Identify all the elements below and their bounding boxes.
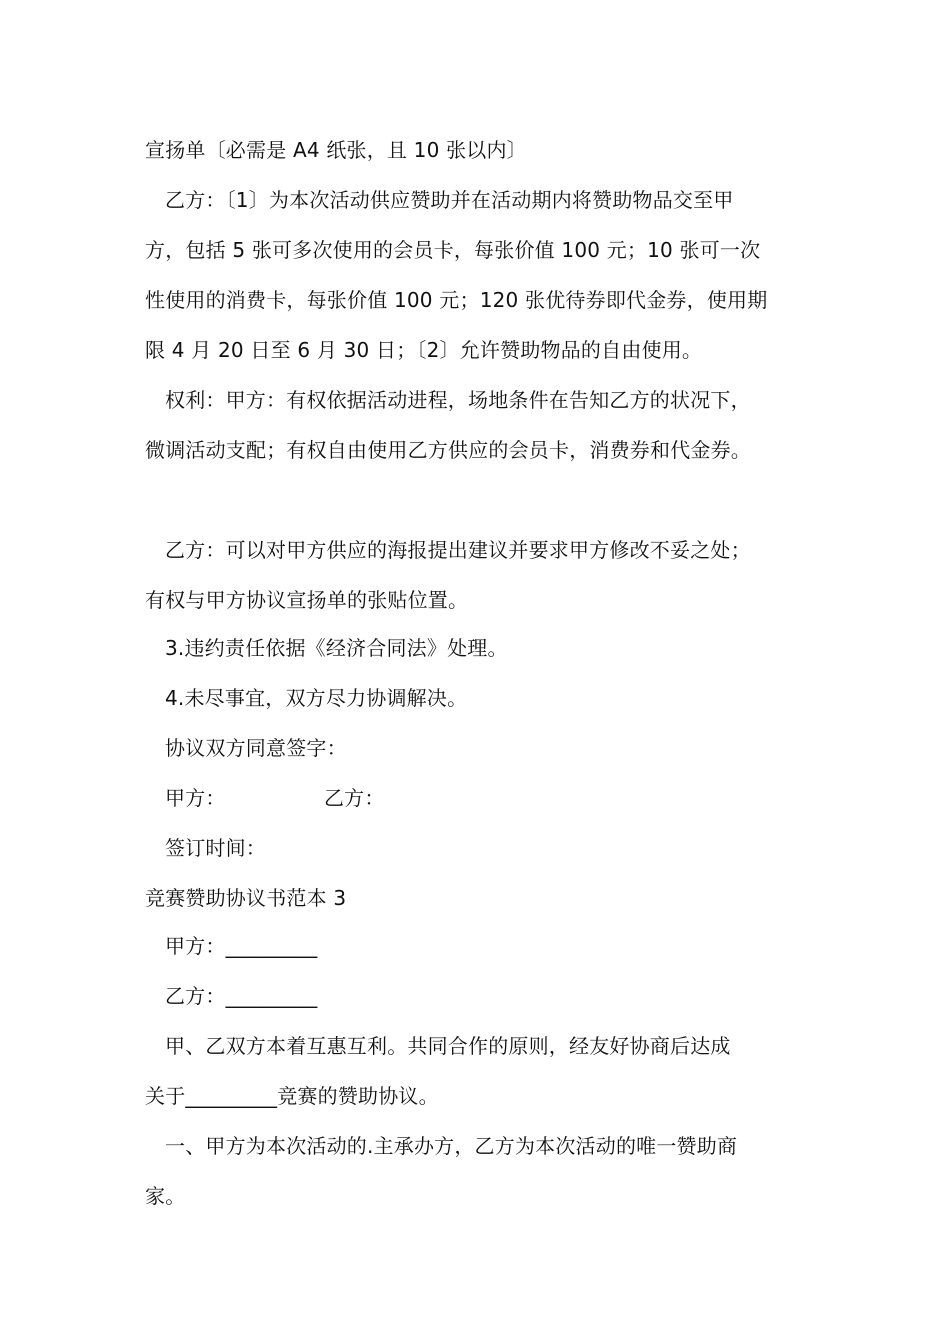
text-line: 微调活动支配；有权自由使用乙方供应的会员卡，消费券和代金券。 bbox=[145, 438, 751, 462]
signature-line: 甲方： 乙方： bbox=[165, 786, 385, 810]
text-line: 4.未尽事宜，双方尽力协调解决。 bbox=[165, 686, 468, 710]
text-line: 性使用的消费卡，每张价值 100 元；120 张优待券即代金券，使用期 bbox=[145, 288, 768, 312]
text-line: 协议双方同意签字： bbox=[165, 736, 347, 760]
text-line: 方，包括 5 张可多次使用的会员卡，每张价值 100 元；10 张可一次 bbox=[145, 238, 761, 262]
text-line: 一、甲方为本次活动的.主承办方，乙方为本次活动的唯一赞助商 bbox=[165, 1134, 738, 1158]
text-line: 权利：甲方：有权依据活动进程，场地条件在告知乙方的状况下， bbox=[165, 388, 751, 412]
text-line: 甲、乙双方本着互惠互利。共同合作的原则，经友好协商后达成 bbox=[165, 1034, 731, 1058]
text-line: 签订时间： bbox=[165, 836, 266, 860]
section-title: 竞赛赞助协议书范本 3 bbox=[145, 886, 347, 910]
text-line: 有权与甲方协议宣扬单的张贴位置。 bbox=[145, 588, 469, 612]
text-line: 乙方：可以对甲方供应的海报提出建议并要求甲方修改不妥之处； bbox=[165, 538, 751, 562]
text-line: 宣扬单〔必需是 A4 纸张，且 10 张以内〕 bbox=[145, 138, 527, 162]
text-line: 乙方：〔1〕为本次活动供应赞助并在活动期内将赞助物品交至甲 bbox=[165, 188, 734, 212]
text-line: 关于_________竞赛的赞助协议。 bbox=[145, 1084, 439, 1108]
text-line: 3.违约责任依据《经济合同法》处理。 bbox=[165, 636, 508, 660]
text-line: 乙方：_________ bbox=[165, 984, 318, 1008]
text-line: 家。 bbox=[145, 1184, 186, 1208]
text-line: 甲方：_________ bbox=[165, 934, 318, 958]
text-line: 限 4 月 20 日至 6 月 30 日；〔2〕允许赞助物品的自由使用。 bbox=[145, 338, 703, 362]
